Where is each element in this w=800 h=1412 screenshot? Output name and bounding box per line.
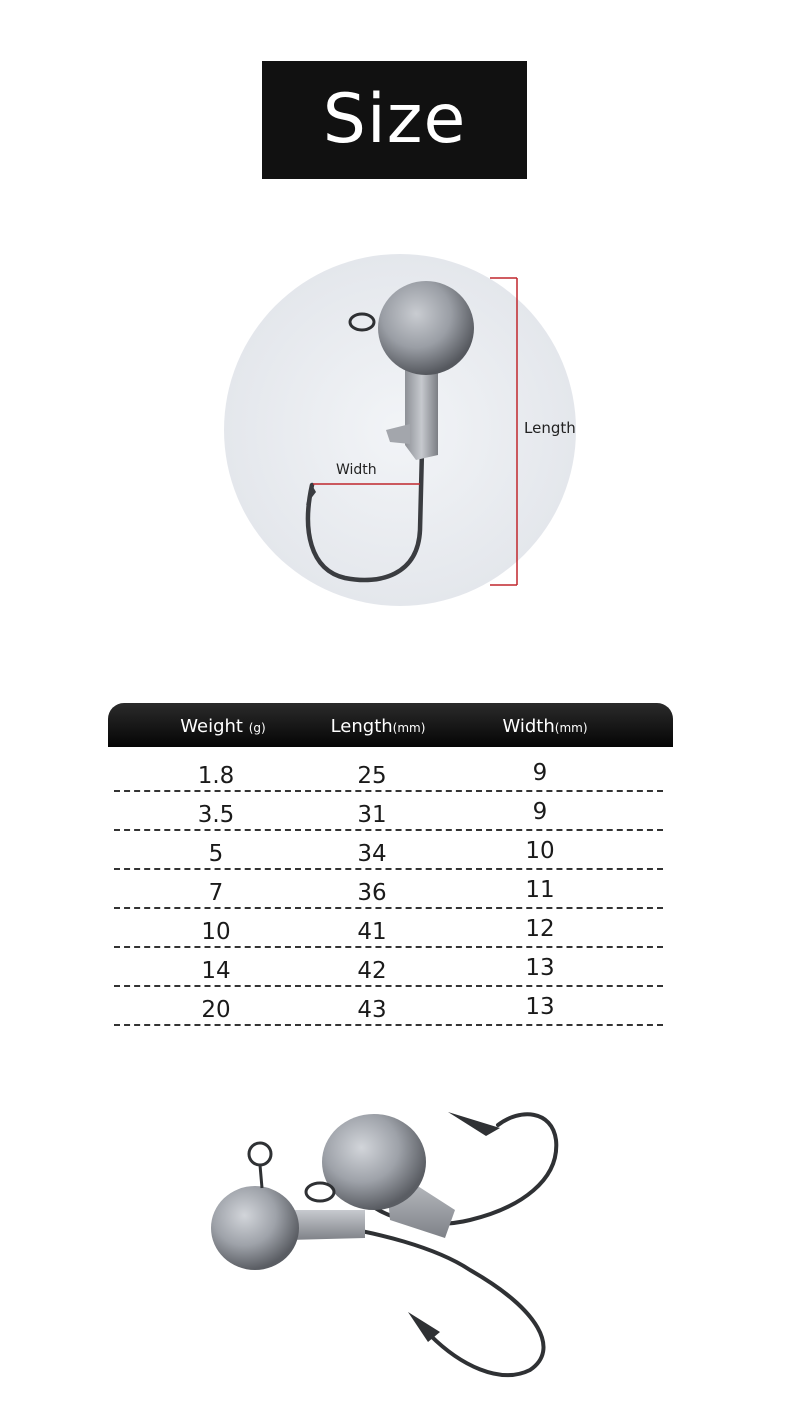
cell-weight: 7: [208, 880, 224, 906]
cell-length: 36: [357, 880, 387, 906]
small-lead-head: [211, 1186, 299, 1270]
cell-length: 25: [357, 763, 387, 789]
header-weight: Weight (g): [180, 716, 266, 737]
cell-width: 10: [525, 838, 555, 864]
cell-width: 13: [525, 955, 555, 981]
cell-width: 9: [532, 799, 548, 825]
size-table: [108, 703, 673, 1026]
table-header: [108, 703, 673, 747]
small-hook-eye: [249, 1143, 271, 1165]
cell-weight: 10: [201, 919, 231, 945]
size-title-banner: [262, 61, 527, 179]
small-hook-collar: [288, 1210, 365, 1240]
cell-width: 9: [532, 760, 548, 786]
two-jig-hooks-illustration: [0, 1080, 800, 1400]
table-row: [114, 792, 663, 831]
hook-collar: [405, 370, 438, 460]
length-label: Length: [524, 419, 576, 437]
small-hook-wire: [300, 1222, 544, 1375]
table-row: [114, 948, 663, 987]
cell-weight: 3.5: [197, 802, 235, 828]
cell-weight: 5: [208, 841, 224, 867]
jig-hook-diagram: [0, 230, 800, 630]
width-label: Width: [336, 462, 377, 478]
lead-head: [378, 281, 474, 375]
cell-width: 11: [525, 877, 555, 903]
page-title: Size: [322, 80, 467, 159]
cell-width: 12: [525, 916, 555, 942]
cell-weight: 20: [201, 997, 231, 1023]
table-row: [114, 870, 663, 909]
table-body: [108, 747, 673, 1026]
table-row: [114, 909, 663, 948]
product-photo: [0, 1080, 800, 1400]
cell-width: 13: [525, 994, 555, 1020]
large-hook-eye: [306, 1183, 334, 1201]
cell-length: 41: [357, 919, 387, 945]
cell-weight: 1.8: [197, 763, 235, 789]
table-row: [114, 753, 663, 792]
table-row: [114, 987, 663, 1026]
cell-length: 43: [357, 997, 387, 1023]
cell-length: 31: [357, 802, 387, 828]
header-length: Length(mm): [330, 716, 426, 737]
header-width: Width(mm): [502, 716, 588, 737]
cell-length: 34: [357, 841, 387, 867]
large-lead-head: [322, 1114, 426, 1210]
cell-weight: 14: [201, 958, 231, 984]
cell-length: 42: [357, 958, 387, 984]
table-row: [114, 831, 663, 870]
jig-hook-illustration: [0, 230, 800, 630]
